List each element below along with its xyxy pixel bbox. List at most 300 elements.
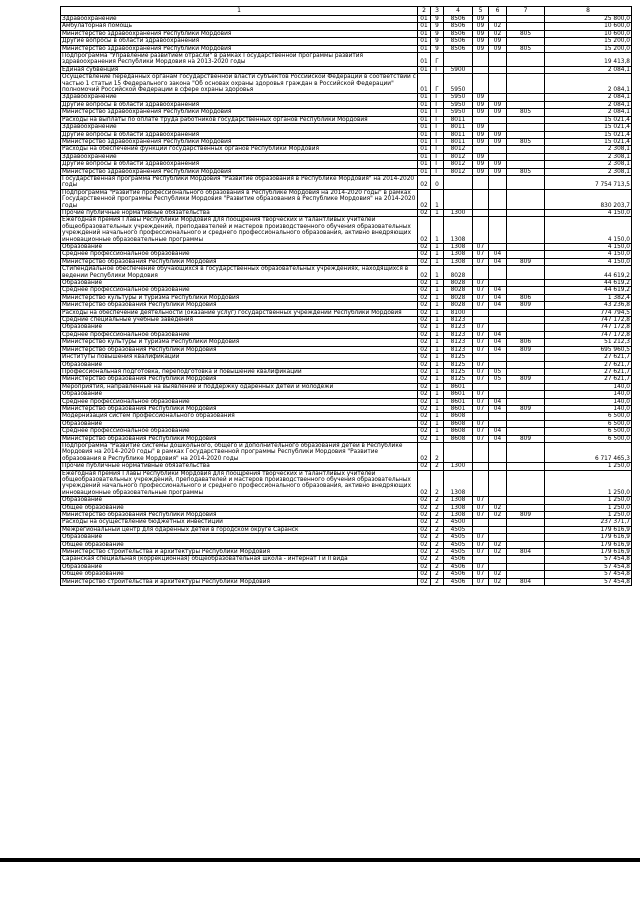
row-code-program: 01 [418,16,431,23]
row-code-subsection [489,16,507,23]
row-code-article: 4505 [444,526,473,533]
row-code-section [473,209,489,216]
row-description: Образование [61,324,418,331]
row-description: Министерство образования Республики Мордовия [61,302,418,309]
row-code-subprogram: 1 [431,428,444,435]
row-description: Прочие публичные нормативные обязательства [61,463,418,470]
row-code-subprogram: 9 [431,30,444,37]
row-code-program: 01 [418,23,431,30]
row-code-subsection [489,519,507,526]
row-code-ministry [507,146,545,153]
row-code-section: 07 [473,294,489,301]
row-code-ministry [507,23,545,30]
row-description: Министерство здравоохранения Республики Мордовия [61,30,418,37]
row-code-section: 07 [473,361,489,368]
row-code-subprogram: 2 [431,556,444,563]
row-code-program: 02 [418,258,431,265]
table-row [61,428,632,435]
table-row [61,30,632,37]
table-row [61,294,632,301]
row-code-article: 8506 [444,23,473,30]
row-code-article: 8601 [444,383,473,390]
row-code-section: 09 [473,16,489,23]
header-cell: 6 [489,7,507,16]
row-code-subprogram: 2 [431,504,444,511]
row-description: Саранская специальная (коррекционная) общеобразовательная школа - интернат I и II вида [61,556,418,563]
row-code-section [473,354,489,361]
row-code-program: 02 [418,512,431,519]
row-code-subprogram: 1 [431,324,444,331]
row-code-article: 8100 [444,309,473,316]
header-cell: 4 [444,7,473,16]
table-header-row [61,7,632,16]
row-code-subprogram: 1 [431,339,444,346]
row-code-subsection: 04 [489,331,507,338]
row-code-program: 02 [418,578,431,585]
row-amount: 27 621,7 [545,376,632,383]
row-code-subprogram: 2 [431,512,444,519]
row-code-section: 07 [473,258,489,265]
row-description: Подпрограмма "Управление развитием отрасли" в рамках Государственной программы развития здравоохранения Республики Мордовия на 2013-2020 годы [61,53,418,67]
row-code-section [473,266,489,280]
row-code-subsection [489,556,507,563]
table-row [61,541,632,548]
row-code-section: 07 [473,571,489,578]
row-description: Образование [61,534,418,541]
row-code-subprogram: 1 [431,331,444,338]
table-row [61,398,632,405]
row-code-subprogram: 1 [431,217,444,244]
row-description: Министерство образования Республики Мордовия [61,405,418,412]
table-row [61,534,632,541]
row-code-subprogram: 2 [431,519,444,526]
row-code-subsection: 09 [489,45,507,52]
row-code-subsection [489,361,507,368]
row-code-program: 01 [418,109,431,116]
row-code-program: 02 [418,354,431,361]
row-description: Единая субвенция [61,66,418,73]
table-row [61,116,632,123]
row-code-program: 02 [418,541,431,548]
row-code-ministry [507,470,545,497]
row-code-subprogram: 2 [431,571,444,578]
row-code-ministry: 805 [507,138,545,145]
row-description: Министерство образования Республики Мордовия [61,512,418,519]
row-code-section: 09 [473,94,489,101]
row-code-subsection: 04 [489,398,507,405]
row-code-section: 07 [473,428,489,435]
row-code-ministry [507,428,545,435]
row-code-article: 8012 [444,161,473,168]
row-description: Министерство строительства и архитектуры Республики Мордовия [61,578,418,585]
row-code-subprogram: 1 [431,391,444,398]
table-row [61,168,632,175]
row-code-ministry [507,383,545,390]
row-code-section [473,442,489,462]
table-row [61,435,632,442]
row-description: Образование [61,280,418,287]
row-code-ministry [507,74,545,94]
row-code-subprogram: 2 [431,526,444,533]
row-amount: 6 500,0 [545,435,632,442]
row-code-article: 8506 [444,30,473,37]
row-amount: 2 084,1 [545,74,632,94]
row-code-subsection [489,526,507,533]
row-amount: 27 621,7 [545,368,632,375]
row-amount: 830 203,7 [545,189,632,209]
row-code-subsection [489,563,507,570]
row-code-subsection [489,146,507,153]
row-code-subsection [489,463,507,470]
row-code-article: 1308 [444,244,473,251]
table-row [61,101,632,108]
row-code-ministry [507,309,545,316]
row-description: Общее образование [61,571,418,578]
row-description: Модернизация систем профессионального образования [61,413,418,420]
row-code-ministry [507,317,545,324]
row-code-subprogram: 1 [431,317,444,324]
table-row [61,38,632,45]
row-amount: 237 371,7 [545,519,632,526]
header-cell: 3 [431,7,444,16]
row-code-subprogram: 1 [431,244,444,251]
row-description: Ежегодная премия Главы Республики Мордовия для поощрения творческих и талантливых учителей общеобразовательных учреждений, преподавателей и мастеров производственного обучения образовательных учреждений начального профессионального и среднего профессионального образования, активно внедряющих инновационные образовательные программы [61,217,418,244]
table-row [61,368,632,375]
table-row [61,526,632,533]
row-code-program: 02 [418,266,431,280]
row-code-article: 1308 [444,258,473,265]
row-code-program: 02 [418,563,431,570]
row-code-ministry [507,541,545,548]
row-code-program: 01 [418,161,431,168]
table-row [61,504,632,511]
row-description: Ежегодная премия Главы Республики Мордовия для поощрения творческих и талантливых учителей общеобразовательных учреждений, преподавателей и мастеров производственного обучения образовательных учреждений начального профессионального и среднего профессионального образования, активно внедряющих инновационные образовательные программы [61,470,418,497]
row-code-subsection: 04 [489,294,507,301]
row-description: Образование [61,420,418,427]
row-amount: 15 021,4 [545,138,632,145]
table-row [61,324,632,331]
row-code-subprogram: 1 [431,368,444,375]
row-code-ministry [507,556,545,563]
row-description: Другие вопросы в области здравоохранения [61,131,418,138]
row-amount: 57 454,8 [545,578,632,585]
row-code-subsection: 05 [489,368,507,375]
row-code-subsection [489,413,507,420]
row-code-subsection: 09 [489,38,507,45]
row-amount: 1 382,4 [545,294,632,301]
table-row [61,339,632,346]
row-code-article: 8123 [444,339,473,346]
table-row [61,131,632,138]
row-code-article: 5950 [444,74,473,94]
row-code-subprogram: 2 [431,463,444,470]
row-amount: 51 212,3 [545,339,632,346]
row-code-article: 8125 [444,376,473,383]
row-code-program: 02 [418,309,431,316]
row-code-ministry [507,463,545,470]
row-code-ministry [507,209,545,216]
table-row [61,45,632,52]
row-code-section [473,175,489,189]
row-code-article: 8011 [444,131,473,138]
row-code-ministry [507,124,545,131]
row-amount: 44 619,2 [545,287,632,294]
row-code-ministry [507,534,545,541]
table-row [61,251,632,258]
row-code-program: 02 [418,287,431,294]
row-code-section: 09 [473,101,489,108]
row-code-subprogram: 2 [431,578,444,585]
row-code-article: 4506 [444,556,473,563]
row-code-ministry: 809 [507,302,545,309]
table-row [61,497,632,504]
row-amount: 15 200,0 [545,45,632,52]
row-code-article: 8601 [444,398,473,405]
row-code-program: 02 [418,420,431,427]
row-code-program: 02 [418,405,431,412]
row-code-ministry [507,391,545,398]
row-code-program: 01 [418,153,431,160]
row-code-subsection: 02 [489,549,507,556]
table-row [61,463,632,470]
row-code-subprogram: 1 [431,383,444,390]
row-code-subprogram: 1 [431,398,444,405]
row-code-subprogram: 2 [431,442,444,462]
row-code-subprogram: 2 [431,563,444,570]
row-code-article: 1308 [444,504,473,511]
row-description: Подпрограмма "Развитие профессионального образования в Республике Мордовия на 2014-2020 годы" в рамках Государственной программы Республики Мордовия "Развитие образования в Республике Мордовия" на 2014-2020 годы [61,189,418,209]
row-code-subprogram: 9 [431,23,444,30]
row-amount: 27 621,7 [545,354,632,361]
row-code-program: 02 [418,244,431,251]
row-code-section: 07 [473,563,489,570]
row-code-program: 02 [418,435,431,442]
row-code-subsection [489,391,507,398]
row-code-program: 02 [418,209,431,216]
row-amount: 2 084,1 [545,101,632,108]
row-code-subsection [489,189,507,209]
row-description: Среднее профессиональное образование [61,398,418,405]
row-code-article: 8012 [444,153,473,160]
row-description: Министерство строительства и архитектуры Республики Мордовия [61,549,418,556]
table-row [61,74,632,94]
row-code-subprogram: 1 [431,420,444,427]
row-code-program: 02 [418,317,431,324]
row-code-ministry: 804 [507,578,545,585]
row-code-section: 07 [473,549,489,556]
row-code-article: 8506 [444,45,473,52]
row-code-ministry: 806 [507,294,545,301]
row-code-subprogram: Г [431,153,444,160]
row-description: Министерство культуры и туризма Республики Мордовия [61,339,418,346]
row-code-subsection [489,470,507,497]
row-code-subprogram: Г [431,94,444,101]
row-code-subprogram: Г [431,66,444,73]
row-code-subsection: 02 [489,504,507,511]
row-code-section: 09 [473,131,489,138]
row-code-subprogram: 9 [431,16,444,23]
row-description: Министерство здравоохранения Республики Мордовия [61,168,418,175]
row-code-program: 02 [418,428,431,435]
row-code-program: 02 [418,189,431,209]
row-code-ministry [507,420,545,427]
header-cell: 5 [473,7,489,16]
row-code-article: 4505 [444,534,473,541]
row-code-section: 07 [473,302,489,309]
row-code-subsection [489,309,507,316]
table-row [61,519,632,526]
row-amount: 140,0 [545,391,632,398]
row-code-article: 8012 [444,146,473,153]
table-row [61,153,632,160]
table-row [61,549,632,556]
row-code-subprogram: 1 [431,266,444,280]
table-row [61,413,632,420]
row-amount: 747 172,8 [545,324,632,331]
row-code-ministry [507,368,545,375]
row-amount: 1 250,0 [545,497,632,504]
row-code-section: 07 [473,391,489,398]
row-code-section: 07 [473,280,489,287]
row-description: Амбулаторная помощь [61,23,418,30]
row-code-subsection: 02 [489,541,507,548]
row-code-section [473,463,489,470]
row-amount: 6 500,0 [545,413,632,420]
row-description: Образование [61,244,418,251]
row-code-section: 07 [473,251,489,258]
row-amount: 19 413,8 [545,53,632,67]
row-code-article: 8123 [444,331,473,338]
row-code-subsection [489,153,507,160]
row-amount: 1 250,0 [545,470,632,497]
row-code-subsection [489,324,507,331]
row-amount: 25 800,0 [545,16,632,23]
row-code-subsection: 04 [489,251,507,258]
row-code-subsection: 04 [489,287,507,294]
row-code-section: 07 [473,244,489,251]
row-code-subprogram: Г [431,74,444,94]
row-code-ministry: 804 [507,549,545,556]
row-code-subsection: 04 [489,302,507,309]
row-code-ministry [507,175,545,189]
row-amount: 179 616,9 [545,534,632,541]
row-code-program: 02 [418,526,431,533]
row-code-ministry [507,361,545,368]
row-code-subsection [489,217,507,244]
row-code-article: 8123 [444,324,473,331]
row-code-program: 02 [418,571,431,578]
row-code-subsection: 09 [489,131,507,138]
table-row [61,109,632,116]
row-code-section: 07 [473,324,489,331]
row-amount: 44 619,2 [545,266,632,280]
row-code-subprogram: Г [431,168,444,175]
table-row [61,346,632,353]
row-code-program: 01 [418,38,431,45]
row-amount: 15 200,0 [545,38,632,45]
row-code-subprogram: 9 [431,38,444,45]
row-code-subprogram: 2 [431,534,444,541]
row-code-subprogram: 2 [431,470,444,497]
table-row [61,138,632,145]
row-code-ministry: 805 [507,30,545,37]
row-amount: 179 616,9 [545,541,632,548]
row-code-subsection [489,66,507,73]
row-amount: 7 754 713,5 [545,175,632,189]
row-code-subsection: 09 [489,101,507,108]
row-code-article: 8123 [444,317,473,324]
row-code-section: 07 [473,512,489,519]
row-code-section [473,383,489,390]
row-code-section: 07 [473,578,489,585]
row-code-subprogram: 1 [431,302,444,309]
table-row [61,287,632,294]
row-code-program: 02 [418,504,431,511]
row-amount: 4 150,0 [545,217,632,244]
row-code-program: 02 [418,217,431,244]
table-row [61,331,632,338]
row-code-ministry [507,101,545,108]
row-code-subprogram: Г [431,131,444,138]
row-description: Общее образование [61,504,418,511]
row-code-program: 01 [418,74,431,94]
row-description: Мероприятия, направленные на выявление и поддержку одаренных детей и молодежи [61,383,418,390]
row-code-article: 1308 [444,251,473,258]
row-amount: 695 960,5 [545,346,632,353]
row-code-program: 02 [418,549,431,556]
row-code-subsection: 05 [489,376,507,383]
row-amount: 747 172,8 [545,331,632,338]
row-code-subsection: 09 [489,138,507,145]
row-code-subprogram: Г [431,101,444,108]
row-code-ministry: 806 [507,339,545,346]
row-code-subprogram: Г [431,146,444,153]
row-code-subprogram: 1 [431,309,444,316]
row-code-article: 8028 [444,287,473,294]
row-code-ministry [507,161,545,168]
row-code-subsection: 04 [489,258,507,265]
row-code-article: 8028 [444,266,473,280]
row-code-article: 4506 [444,578,473,585]
row-amount: 43 236,8 [545,302,632,309]
row-code-subsection: 04 [489,405,507,412]
row-amount: 10 600,0 [545,23,632,30]
row-code-article: 8028 [444,280,473,287]
table-row [61,244,632,251]
table-row [61,383,632,390]
row-description: Министерство здравоохранения Республики Мордовия [61,109,418,116]
row-code-subprogram: 1 [431,189,444,209]
row-code-subsection [489,116,507,123]
table-row [61,53,632,67]
row-code-subsection [489,94,507,101]
row-code-subprogram: 1 [431,354,444,361]
row-code-program: 02 [418,251,431,258]
table-row [61,217,632,244]
row-code-section [473,526,489,533]
row-code-program: 02 [418,383,431,390]
row-code-subprogram: Г [431,116,444,123]
row-description: Здравоохранение [61,16,418,23]
row-code-program: 02 [418,497,431,504]
row-code-program: 02 [418,391,431,398]
row-code-ministry [507,354,545,361]
row-code-section: 07 [473,287,489,294]
row-amount: 10 600,0 [545,30,632,37]
row-code-program: 01 [418,66,431,73]
row-code-ministry [507,38,545,45]
row-code-section: 09 [473,38,489,45]
